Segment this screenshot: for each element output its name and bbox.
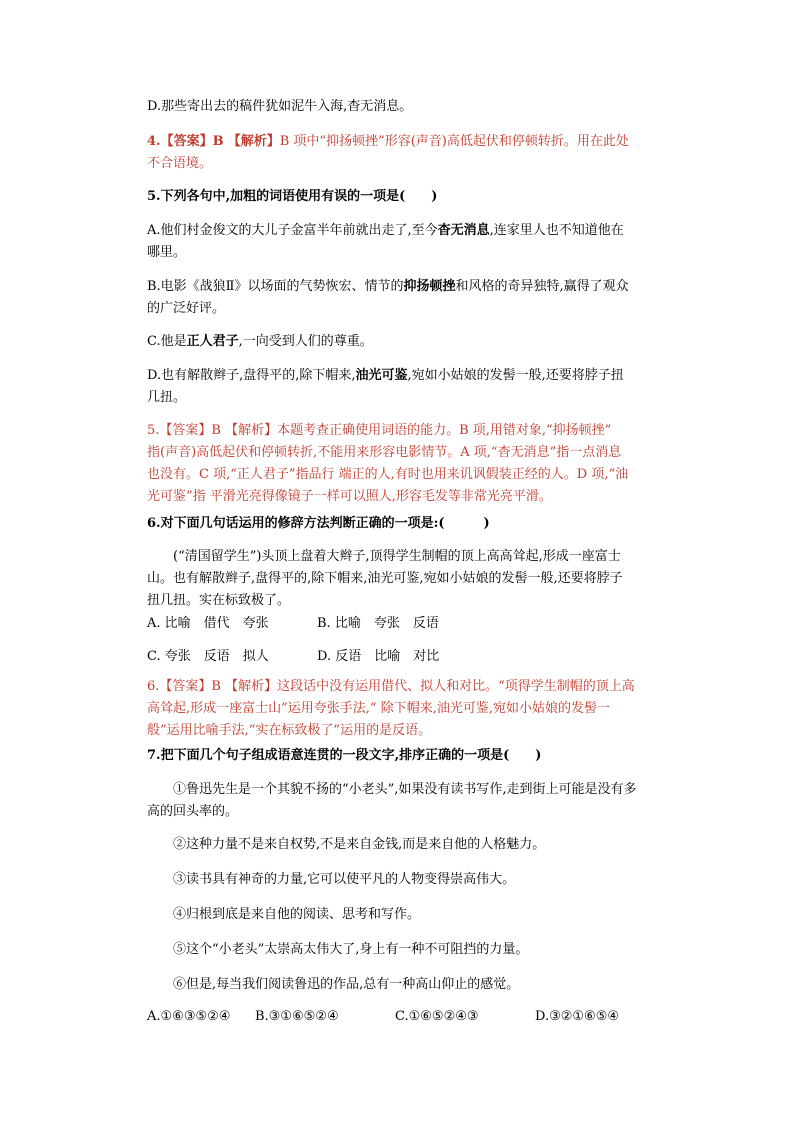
q6-answer bbox=[147, 676, 677, 742]
q5-option-a: A.他们村金俊文的大儿子金富半年前就出走了,至今杳无消息,连家里人也不知道他在 哪里。 bbox=[147, 223, 624, 260]
q6-stem: 6.对下面几句话运用的修辞方法判断正确的一项是:( ) bbox=[147, 516, 490, 531]
q5-answer-line4: 光可鉴”指 平滑光亮得像镜子一样可以照人,形容毛发等非常光亮平滑。 bbox=[147, 489, 552, 504]
q5-option-c: C.他是正人君子,一向受到人们的尊重。 bbox=[147, 334, 373, 349]
q5-option-d: D.也有解散辫子,盘得平的,除下帽来,油光可鉴,宛如小姑娘的发髻一般,还要将脖子扭 几扭。 bbox=[147, 368, 624, 405]
q6-answer-line2: 高耸起,形成一座富士山”运用夸张手法,“ 除下帽来,油光可鉴,宛如小姑娘的发髻一 bbox=[147, 701, 610, 716]
q7-option-c: C.①⑥⑤②④③ bbox=[395, 1009, 479, 1024]
q6-passage: (“清国留学生”)头顶上盘着大辫子,顶得学生制帽的顶上高高耸起,形成一座富士 山。也有解散辫子,盘得平的,除下帽来,油光可鉴,宛如小姑娘的发髻一般,还要将脖子 扭几扭。实在标致极了。 bbox=[147, 549, 623, 608]
q7-sentence-2: ②这种力量不是来自权势,不是来自金钱,而是来自他的人格魅力。 bbox=[173, 837, 546, 852]
q7-sentence-5: ⑤这个“小老头”太崇高太伟大了,身上有一种不可阻挡的力量。 bbox=[173, 942, 529, 957]
q6-option-d: D. 反语 比喻 对比 bbox=[317, 649, 440, 664]
q7-stem: 7.把下面几个句子组成语意连贯的一段文字,排序正确的一项是( ) bbox=[147, 748, 542, 763]
q4-answer-line2: 不合语境。 bbox=[147, 156, 213, 171]
q7-option-d: D.③②①⑥⑤④ bbox=[535, 1009, 620, 1024]
q5-option-b: B.电影《战狼Ⅱ》以场面的气势恢宏、情节的抑扬顿挫和风格的奇异独特,赢得了观众 的广泛好评。 bbox=[147, 279, 629, 316]
q7-sentence-4: ④归根到底是来自他的阅读、思考和写作。 bbox=[173, 907, 421, 922]
q4-answer bbox=[147, 131, 677, 175]
q5-stem: 5.下列各句中,加粗的词语使用有误的一项是( ) bbox=[147, 189, 438, 204]
q7-option-a: A.①⑥③⑤②④ bbox=[147, 1009, 231, 1024]
q7-sentence-1: ①鲁迅先生是一个其貌不扬的“小老头”,如果没有读书写作,走到街上可能是没有多 高的回头率的。 bbox=[147, 782, 637, 819]
q7-sentence-3: ③读书具有神奇的力量,它可以使平凡的人物变得崇高伟大。 bbox=[173, 872, 516, 887]
q6-option-c: C. 夸张 反语 拟人 bbox=[147, 649, 269, 664]
q4-answer-line1: 4.【答案】B 【解析】B 项中“抑扬顿挫”形容(声音)高低起伏和停顿转折。用在此处 bbox=[147, 134, 629, 149]
q6-options-row1 bbox=[147, 613, 439, 635]
q6-answer-line3: 般”运用比喻手法,“实在标致极了”运用的是反语。 bbox=[147, 723, 432, 738]
q7-option-b: B.③①⑥⑤②④ bbox=[255, 1009, 339, 1024]
q6-option-a: A. 比喻 借代 夸张 bbox=[147, 616, 269, 631]
q7-sentence-6: ⑥但是,每当我们阅读鲁迅的作品,总有一种高山仰止的感觉。 bbox=[173, 977, 520, 992]
q6-option-b: B. 比喻 夸张 反语 bbox=[317, 616, 439, 631]
q5-answer-line2: 指(声音)高低起伏和停顿转折,不能用来形容电影情节。A 项,“杳无消息”指一点消息 bbox=[147, 445, 622, 460]
q6-answer-line1: 6.【答案】B 【解析】这段话中没有运用借代、拟人和对比。“项得学生制帽的顶上高 bbox=[147, 679, 635, 694]
q5-answer-line3: 也没有。C 项,“正人君子”指品行 端正的人,有时也用来讥讽假装正经的人。D 项,“油 bbox=[147, 467, 629, 482]
q7-options-row bbox=[147, 1006, 619, 1028]
q6-options-row2 bbox=[147, 646, 439, 668]
q4-option-d: D.那些寄出去的稿件犹如泥牛入海,杳无消息。 bbox=[147, 99, 413, 114]
q5-answer bbox=[147, 420, 677, 508]
q5-answer-line1: 5.【答案】B 【解析】本题考查正确使用词语的能力。B 项,用错对象,“抑扬顿挫” bbox=[147, 423, 612, 438]
